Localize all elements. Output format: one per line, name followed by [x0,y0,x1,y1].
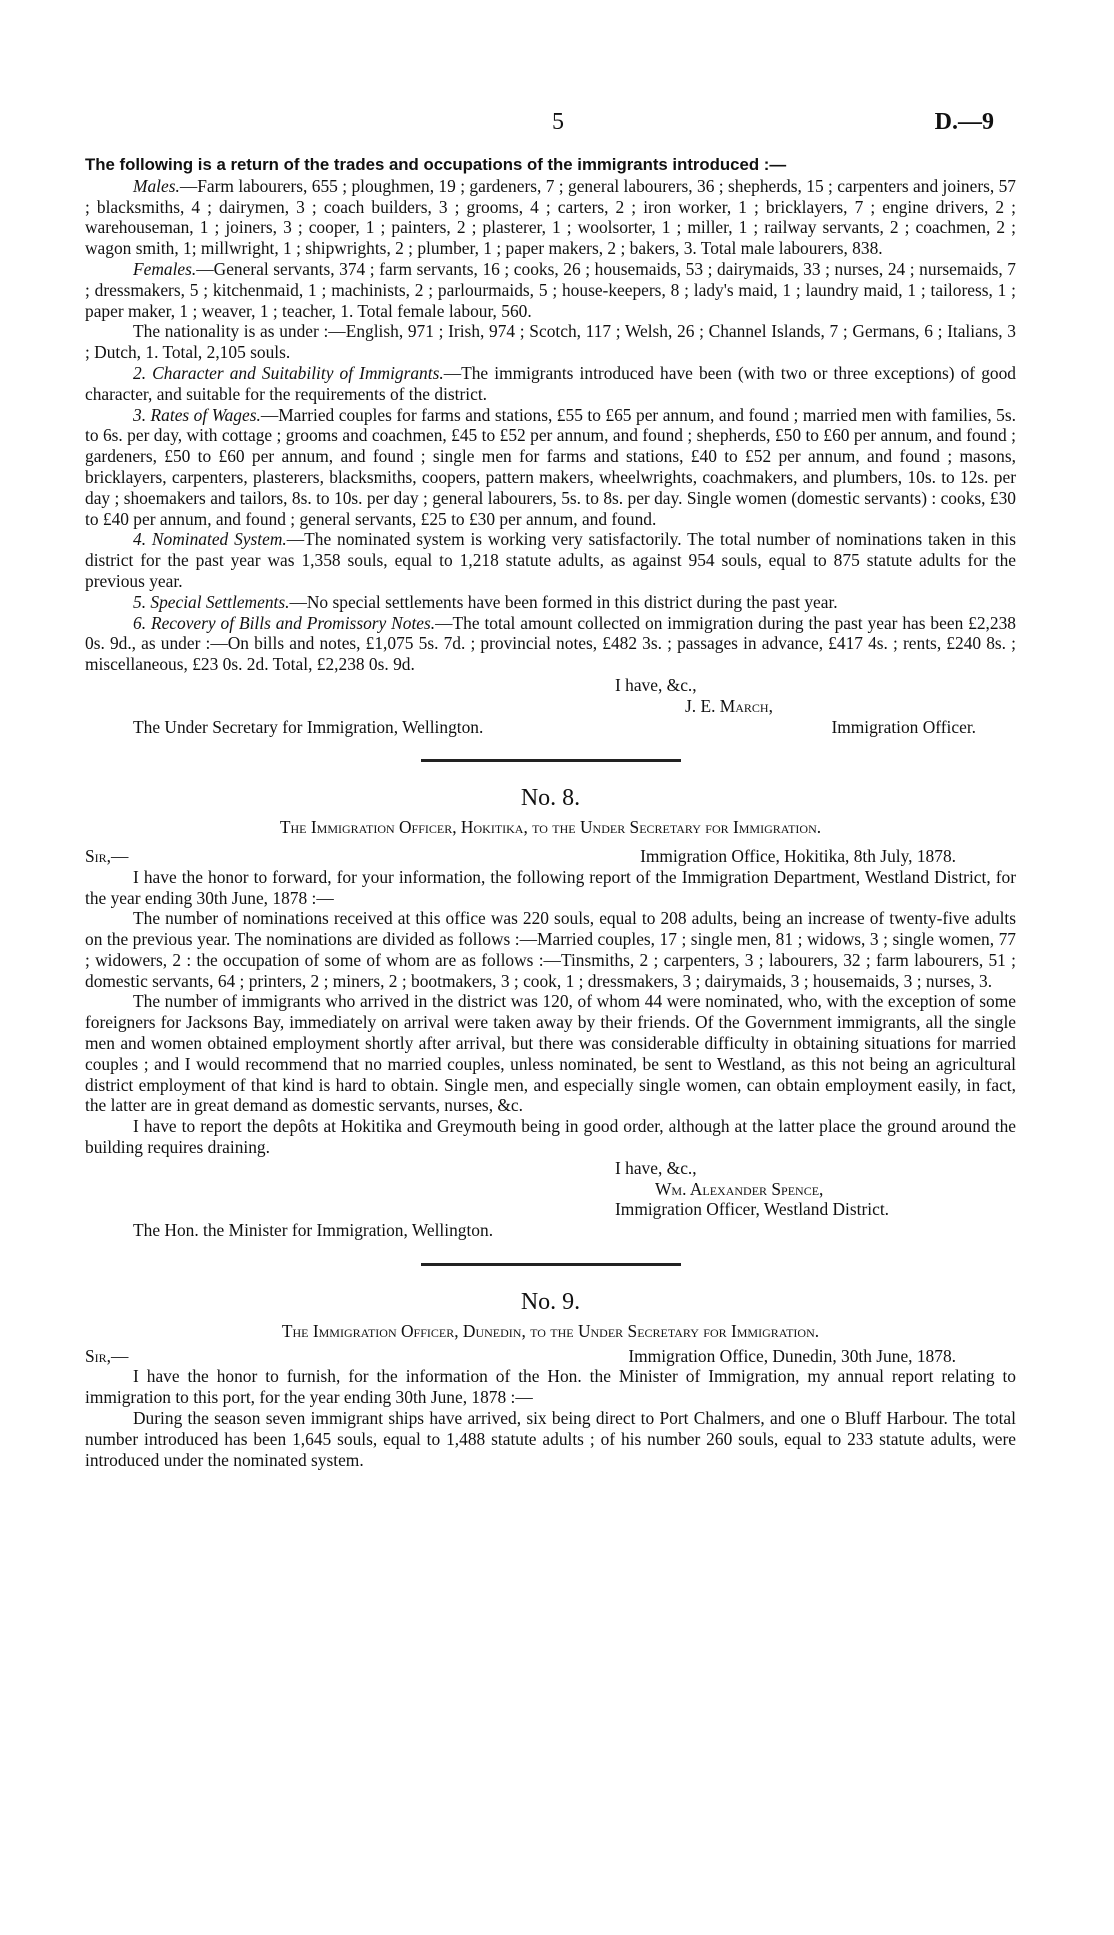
report8-paragraph-2: The number of nominations received at this office was 220 souls, equal to 208 adults, being an increase of twenty-five adults on the previous year. The nominations are divided as follows :—Married couples, 17 ; single men, 81 ; widows, 3 ; single women, 77 ; widowers, 2 : the occupation of some of whom are as follows :—Tinsmiths, 2 ; carpenters, 3 ; labourers, 32 ; farm labourers, 51 ; domestic servants, 64 ; printers, 2 ; miners, 2 ; bootmakers, 3 ; cook, 1 ; dressmakers, 3 ; dairymaids, 3 ; housemaids, 3 ; nurses, 3. [85,908,1016,991]
salutation-row-9 [85,1346,1016,1367]
signer-8: Wm. Alexander Spence, [655,1178,824,1199]
report8-paragraph-1: I have the honor to forward, for your information, the following report of the Immigration Department, Westland District, for the year ending 30th June, 1878 :— [85,866,1016,908]
report-number-9: No. 9. [520,1289,581,1316]
series-number: D.—9 [934,109,994,135]
salutation-8: Sir,— [85,845,129,866]
recovery-paragraph [85,613,1016,675]
place-date-8: Immigration Office, Hokitika, 8th July, 1878. [640,845,956,866]
settlements-label: 5. Special Settlements. [133,591,290,612]
report-title-9: The Immigration Officer, Dunedin, to the Under Secretary for Immigration. [281,1320,820,1341]
females-label: Females. [133,258,197,279]
character-paragraph [85,363,1016,405]
page-number: 5 [552,109,564,135]
report-number-8: No. 8. [520,785,581,812]
report-title-8: The Immigration Officer, Hokitika, to the Under Secretary for Immigration. [279,817,822,838]
closing-7: I have, &c., [615,674,697,695]
females-text: —General servants, 374 ; farm servants, 16 ; cooks, 26 ; housemaids, 53 ; dairymaids, 33 ; nurses, 24 ; nursemaids, 7 ; dressmakers, 5 ; kitchenmaid, 1 ; machinists, 2 ; parlourmaids, 5 ; house-keepers, 8 ; lady's maid, 1 ; laundry maid, 1 ; tailoress, 1 ; paper maker, 1 ; weaver, 1 ; teacher, 1. Total female labour, 560. [85,258,1016,321]
signoff-row-7 [85,717,1016,738]
settlements-paragraph [85,592,1016,613]
settlements-text: —No special settlements have been formed in this district during the past year. [289,591,838,612]
nominated-text: —The nominated system is working very satisfactorily. The total number of nominations taken in this district for the past year was 1,358 souls, equal to 1,218 statute adults, as against 954 souls, equal to 875 statute adults for the previous year. [85,529,1016,591]
nominated-paragraph [85,529,1016,591]
character-label: 2. Character and Suitability of Immigrants. [133,362,444,383]
report8-paragraph-4: I have to report the depôts at Hokitika and Greymouth being in good order, although at the latter place the ground around the building requires draining. [85,1116,1016,1158]
males-label: Males. [133,175,180,196]
nationality-paragraph: The nationality is as under :—English, 971 ; Irish, 974 ; Scotch, 117 ; Welsh, 26 ; Channel Islands, 7 ; Germans, 6 ; Italians, 3 ; Dutch, 1. Total, 2,105 souls. [85,321,1016,363]
recovery-text: —The total amount collected on immigration during the past year has been £2,238 0s. 9d., as under :—On bills and notes, £1,075 5s. 7d. ; provincial notes, £482 3s. ; passages in advance, £417 4s. ; rents, £240 8s. ; miscellaneous, £23 0s. 2d. Total, £2,238 0s. 9d. [85,612,1016,675]
wages-label: 3. Rates of Wages. [133,404,261,425]
salutation-9: Sir,— [85,1345,129,1366]
signer-title-7: Immigration Officer. [831,716,976,737]
closing-8: I have, &c., [615,1157,697,1178]
page-header [0,109,1114,142]
addressee-7: The Under Secretary for Immigration, Wellington. [133,716,484,737]
trades-heading: The following is a return of the trades and occupations of the immigrants introduced :— [85,155,787,174]
males-text: —Farm labourers, 655 ; ploughmen, 19 ; gardeners, 7 ; general labourers, 36 ; shepherds, 15 ; carpenters and joiners, 57 ; blacksmiths, 4 ; dairymen, 3 ; coach builders, 3 ; grooms, 4 ; carters, 2 ; iron worker, 1 ; bricklayers, 7 ; engine drivers, 2 ; warehouseman, 1 ; joiners, 3 ; cooper, 1 ; painters, 2 ; plasterer, 1 ; woolsorter, 1 ; miller, 1 ; railway servants, 2 ; coachmen, 2 ; wagon smith, 1; millwright, 1 ; shipwrights, 2 ; plumber, 1 ; paper makers, 2 ; bakers, 3. Total male labourers, 838. [85,175,1016,259]
signer-7: J. E. March, [685,695,773,716]
wages-paragraph [85,405,1016,530]
section-divider [421,759,681,762]
report9-paragraph-2: During the season seven immigrant ships have arrived, six being direct to Port Chalmers, and one o Bluff Harbour. The total number introduced has been 1,645 souls, equal to 1,488 statute adults ; of his number 260 souls, equal to 233 statute adults, were introduced under the nominated system. [85,1408,1016,1470]
wages-text: —Married couples for farms and stations, £55 to £65 per annum, and found ; married men with families, 5s. to 6s. per day, with cottage ; grooms and coachmen, £45 to £52 per annum, and found ; shepherds, £50 to £60 per annum, and found ; gardeners, £50 to £60 per annum, and found ; single men for farms and stations, £40 to £52 per annum, and found ; masons, bricklayers, carpenters, plasterers, blacksmiths, coopers, pattern makers, wheelwrights, coachmakers, and plumbers, 10s. to 12s. per day ; shoemakers and tailors, 8s. to 10s. per day ; general labourers, 5s. to 8s. per day. Single women (domestic servants) : cooks, £30 to £40 per annum, and found ; general servants, £25 to £30 per annum, and found. [85,404,1016,529]
place-date-9: Immigration Office, Dunedin, 30th June, 1878. [628,1345,956,1366]
females-paragraph [85,259,1016,321]
salutation-row-8 [85,846,1016,867]
report9-paragraph-1: I have the honor to furnish, for the information of the Hon. the Minister of Immigration, my annual report relating to immigration to this port, for the year ending 30th June, 1878 :— [85,1366,1016,1408]
section-divider [421,1263,681,1266]
signer-title-8: Immigration Officer, Westland District. [615,1199,889,1220]
addressee-8: The Hon. the Minister for Immigration, Wellington. [133,1220,494,1241]
recovery-label: 6. Recovery of Bills and Promissory Notes. [133,612,436,633]
page-body [85,155,1016,1470]
males-paragraph [85,176,1016,259]
character-text: —The immigrants introduced have been (with two or three exceptions) of good character, and suitable for the requirements of the district. [85,362,1016,404]
nominated-label: 4. Nominated System. [133,529,287,550]
report8-paragraph-3: The number of immigrants who arrived in the district was 120, of whom 44 were nominated, who, with the exception of some foreigners for Jacksons Bay, immediately on arrival were taken away by their friends. Of the Government immigrants, all the single men and women obtained employment shortly after arrival, but there was considerable difficulty in obtaining situations for married couples ; and I would recommend that no married couples, unless nominated, be sent to Westland, as this not being an agricultural district employment of that kind is hard to obtain. Single men, and especially single women, can obtain employment easily, in fact, the latter are in great demand as domestic servants, nurses, &c. [85,991,1016,1116]
